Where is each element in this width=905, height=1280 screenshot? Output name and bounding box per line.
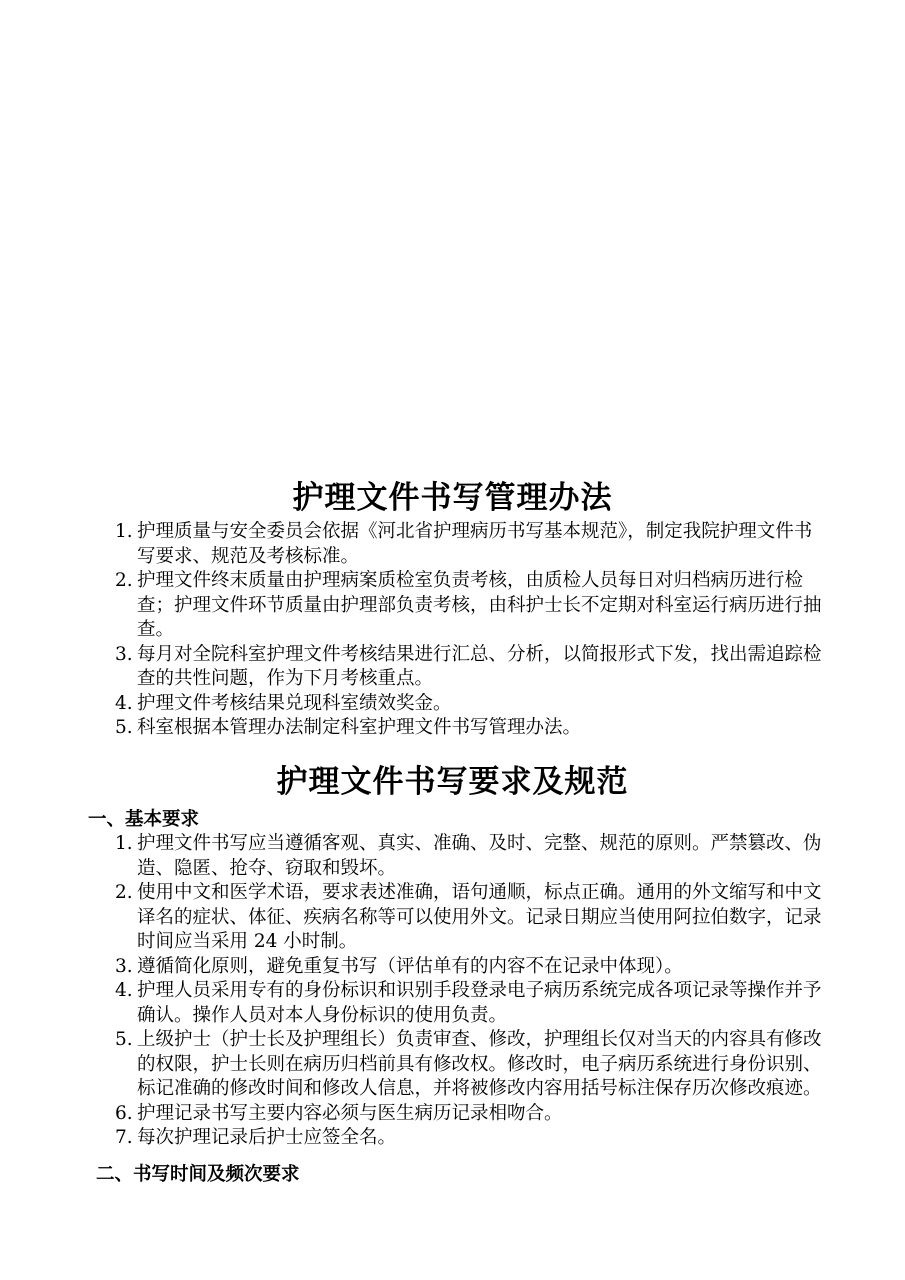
list-item <box>115 1028 827 1102</box>
item-text: 上级护士（护士长及护理组长）负责审查、修改，护理组长仅对当天的内容具有修改的权限，护士长则在病历归档前具有修改权。修改时，电子病历系统进行身份识别、标记准确的修改时间和修改人信息，并将被修改内容用括号标注保存历次修改痕迹。 <box>137 1029 822 1099</box>
item-number: 4. <box>115 692 133 714</box>
item-text: 使用中文和医学术语，要求表述准确，语句通顺，标点正确。通用的外文缩写和中文译名的症状、体征、疾病名称等可以使用外文。记录日期应当使用阿拉伯数字，记录时间应当采用 24 小时制。 <box>137 882 822 952</box>
item-text: 护理文件终末质量由护理病案质检室负责考核，由质检人员每日对归档病历进行检查；护理文件环节质量由护理部负责考核，由科护士长不定期对科室运行病历进行抽查。 <box>137 570 822 640</box>
item-number: 4. <box>115 980 133 1001</box>
item-number: 7. <box>115 1127 133 1148</box>
list-item <box>115 955 827 980</box>
management-list <box>115 520 827 741</box>
list-item <box>115 692 827 717</box>
item-text: 护理人员采用专有的身份标识和识别手段登录电子病历系统完成各项记录等操作并予确认。操作人员对本人身份标识的使用负责。 <box>137 980 822 1026</box>
item-text: 科室根据本管理办法制定科室护理文件书写管理办法。 <box>137 717 582 738</box>
list-item <box>115 520 827 569</box>
item-number: 2. <box>115 570 133 591</box>
list-item <box>115 569 827 643</box>
list-item <box>115 1102 827 1127</box>
item-number: 6. <box>115 1102 133 1124</box>
requirements-title: 护理文件书写要求及规范 <box>276 764 629 800</box>
item-text: 护理文件考核结果兑现科室绩效奖金。 <box>137 692 452 714</box>
item-text: 每月对全院科室护理文件考核结果进行汇总、分析，以简报形式下发，找出需追踪检查的共性问题，作为下月考核重点。 <box>137 643 822 689</box>
list-item <box>115 643 827 692</box>
list-item <box>115 832 827 881</box>
item-number: 1. <box>115 521 133 542</box>
item-number: 5. <box>115 717 133 738</box>
list-item <box>115 1126 827 1151</box>
requirements-list <box>115 832 827 1151</box>
item-text: 每次护理记录后护士应签全名。 <box>137 1127 397 1148</box>
item-number: 5. <box>115 1029 133 1050</box>
list-item <box>115 979 827 1028</box>
list-item <box>115 716 827 741</box>
item-number: 3. <box>115 955 133 977</box>
management-title: 护理文件书写管理办法 <box>292 480 613 516</box>
item-text: 护理质量与安全委员会依据《河北省护理病历书写基本规范》，制定我院护理文件书写要求、规范及考核标准。 <box>137 521 813 567</box>
section-heading-basic: 一、基本要求 <box>88 809 200 830</box>
section-heading-timing: 二、书写时间及频次要求 <box>96 1164 300 1185</box>
item-text: 遵循简化原则，避免重复书写（评估单有的内容不在记录中体现）。 <box>137 955 683 977</box>
item-number: 1. <box>115 833 133 854</box>
item-text: 护理记录书写主要内容必须与医生病历记录相吻合。 <box>137 1102 563 1124</box>
item-number: 3. <box>115 643 133 665</box>
list-item <box>115 881 827 955</box>
item-number: 2. <box>115 882 133 903</box>
item-text: 护理文件书写应当遵循客观、真实、准确、及时、完整、规范的原则。严禁篡改、伪造、隐匿、抢夺、窃取和毁坏。 <box>137 833 822 879</box>
